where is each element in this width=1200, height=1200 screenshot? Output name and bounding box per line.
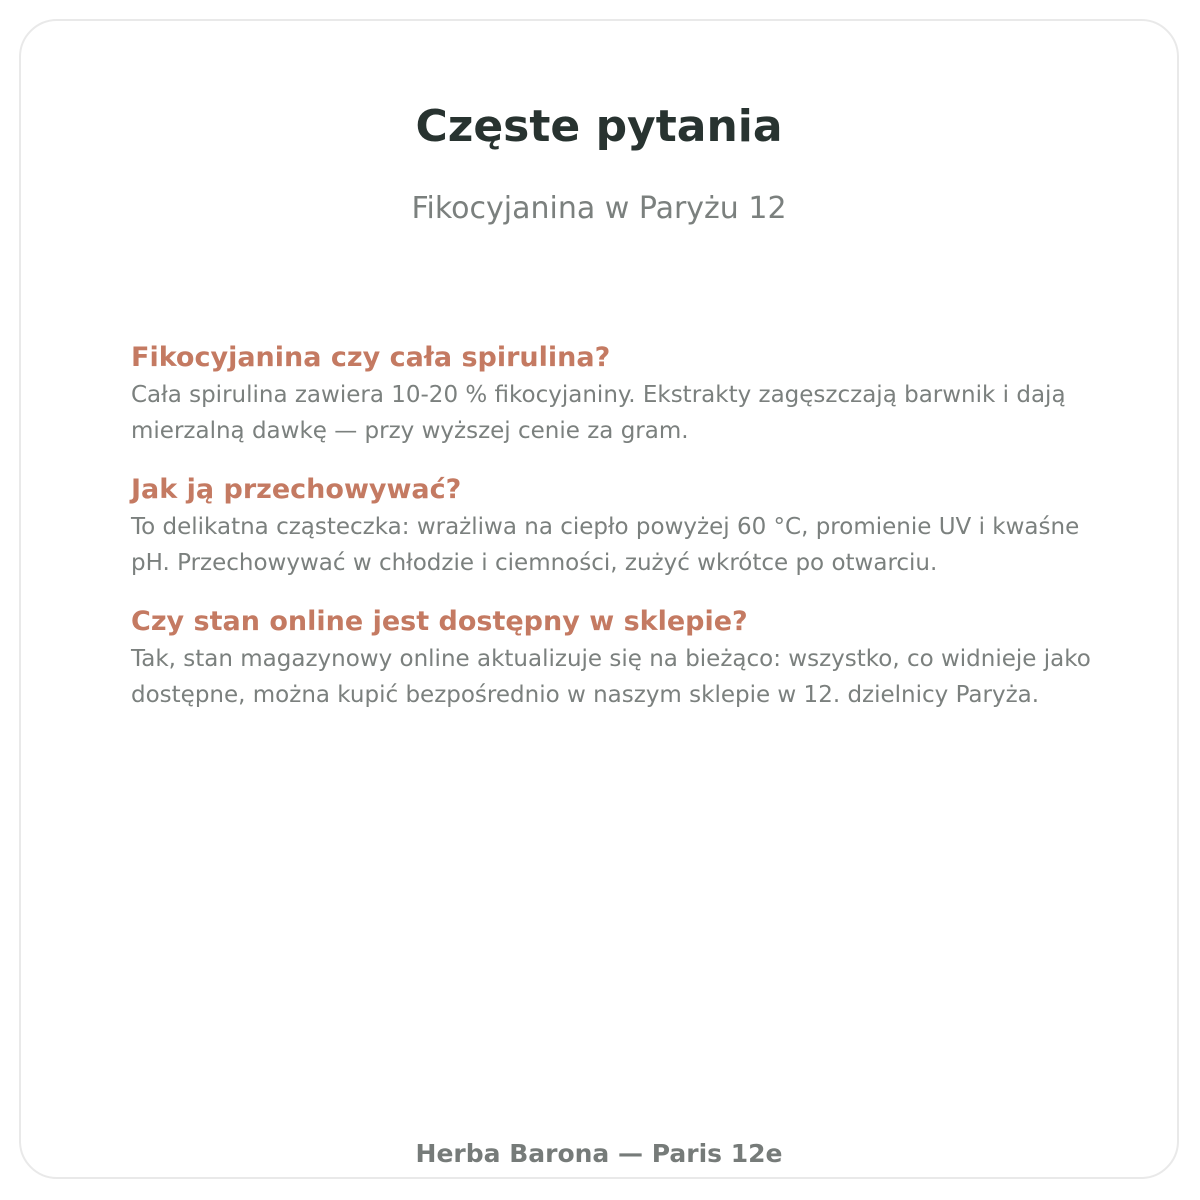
faq-question: Czy stan online jest dostępny w sklepie? — [131, 606, 748, 637]
page-title: Częste pytania — [415, 101, 783, 152]
faq-question: Fikocyjanina czy cała spirulina? — [131, 342, 611, 373]
faq-item — [131, 471, 1106, 581]
faq-question: Jak ją przechowywać? — [131, 474, 462, 505]
footer-brand: Herba Barona — Paris 12e — [415, 1139, 783, 1168]
faq-item — [131, 339, 1106, 449]
faq-list — [131, 339, 1106, 735]
faq-card — [19, 19, 1179, 1179]
faq-answer: Cała spirulina zawiera 10-20 % fikocyjaniny. Ekstrakty zagęszczają barwnik i dają mierzalną dawkę — przy wyższej cenie za gram. — [131, 382, 1066, 444]
page-subtitle: Fikocyjanina w Paryżu 12 — [411, 191, 787, 226]
faq-answer: Tak, stan magazynowy online aktualizuje się na bieżąco: wszystko, co widnieje jako dostępne, można kupić bezpośrednio w naszym sklepie w 12. dzielnicy Paryża. — [131, 646, 1091, 708]
faq-item — [131, 603, 1106, 713]
faq-answer: To delikatna cząsteczka: wrażliwa na ciepło powyżej 60 °C, promienie UV i kwaśne pH. Przechowywać w chłodzie i ciemności, zużyć wkrótce po otwarciu. — [131, 514, 1080, 576]
